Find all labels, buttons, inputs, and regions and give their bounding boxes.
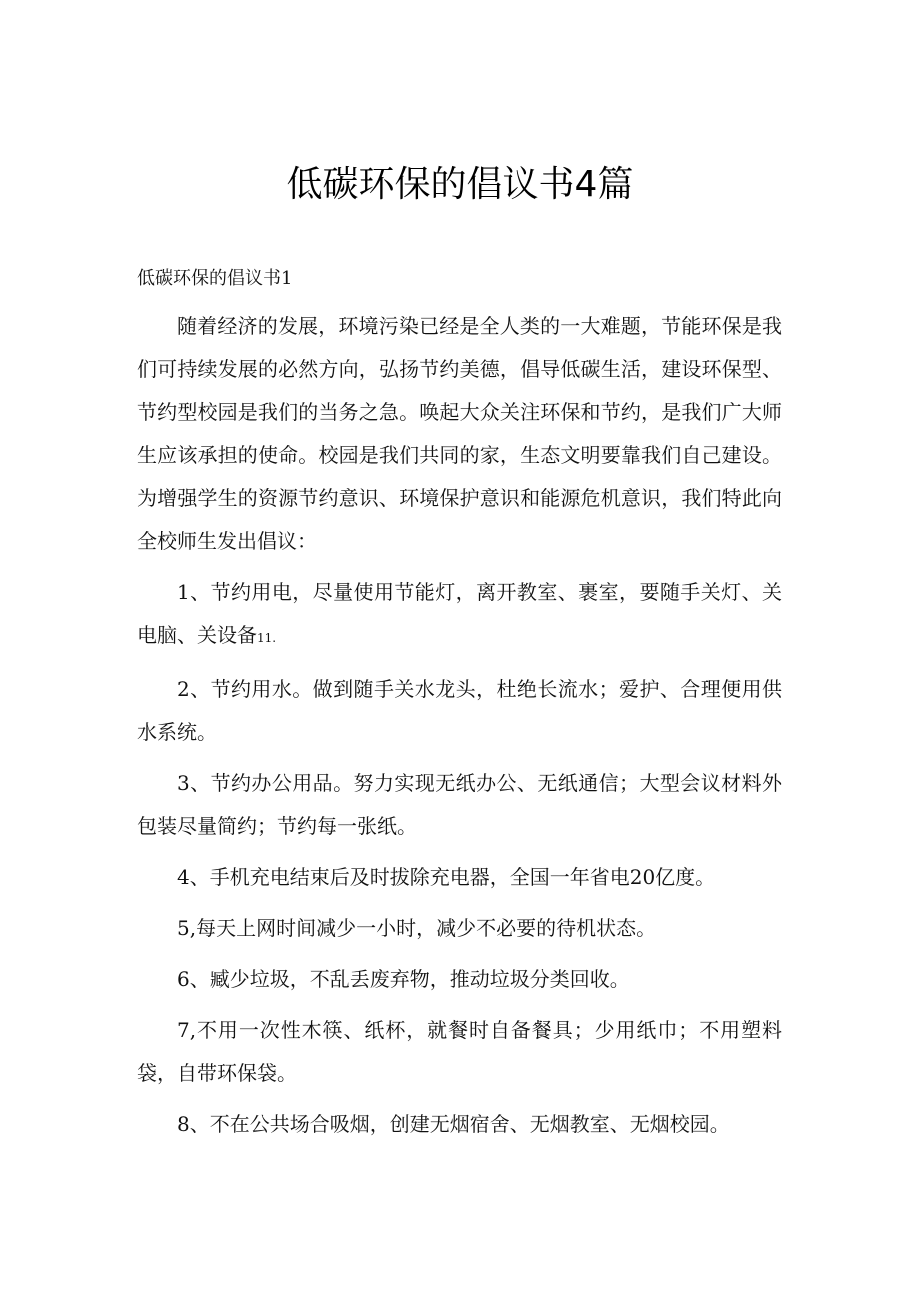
footnote-mark: 11. xyxy=(257,631,277,645)
section-title: 低碳环保的倡议书1 xyxy=(137,268,293,289)
document-title: 低碳环保的倡议书4篇 xyxy=(286,164,634,205)
proposal-item-2: 2、节约用水。做到随手关水龙头，杜绝长流水；爱护、合理便用供水系统。 xyxy=(137,677,782,744)
proposal-item-8: 8、不在公共场合吸烟，创建无烟宿舍、无烟教室、无烟校园。 xyxy=(177,1112,730,1136)
proposal-item-7: 7,不用一次性木筷、纸杯，就餐时自备餐具；少用纸巾；不用塑料袋，自带环保袋。 xyxy=(137,1018,782,1085)
proposal-item-1 xyxy=(137,571,782,660)
proposal-item-1-text: 1、节约用电，尽量使用节能灯，离开教室、裹室，要随手关灯、关电脑、关设备 xyxy=(137,580,782,647)
proposal-item-4: 4、手机充电结束后及时拔除充电器，全国一年省电20亿度。 xyxy=(177,865,716,889)
proposal-item-5: 5,每天上网时间减少一小时，减少不必要的待机状态。 xyxy=(177,916,657,940)
intro-paragraph: 随着经济的发展，环境污染已经是全人类的一大难题，节能环保是我们可持续发展的必然方向，弘扬节约美德，倡导低碳生活，建设环保型、节约型校园是我们的当务之急。唤起大众关注环保和节约，是我们广大师生应该承担的使命。校园是我们共同的家，生态文明要靠我们自己建设。为增强学生的资源节约意识、环境保护意识和能源危机意识，我们特此向全校师生发出倡议： xyxy=(137,314,782,553)
proposal-item-6: 6、臧少垃圾，不乱丢废弃物，推动垃圾分类回收。 xyxy=(177,967,630,991)
proposal-item-3: 3、节约办公用品。努力实现无纸办公、无纸通信；大型会议材料外包装尽量简约；节约每一张纸。 xyxy=(137,771,782,838)
document-body xyxy=(137,305,782,1146)
